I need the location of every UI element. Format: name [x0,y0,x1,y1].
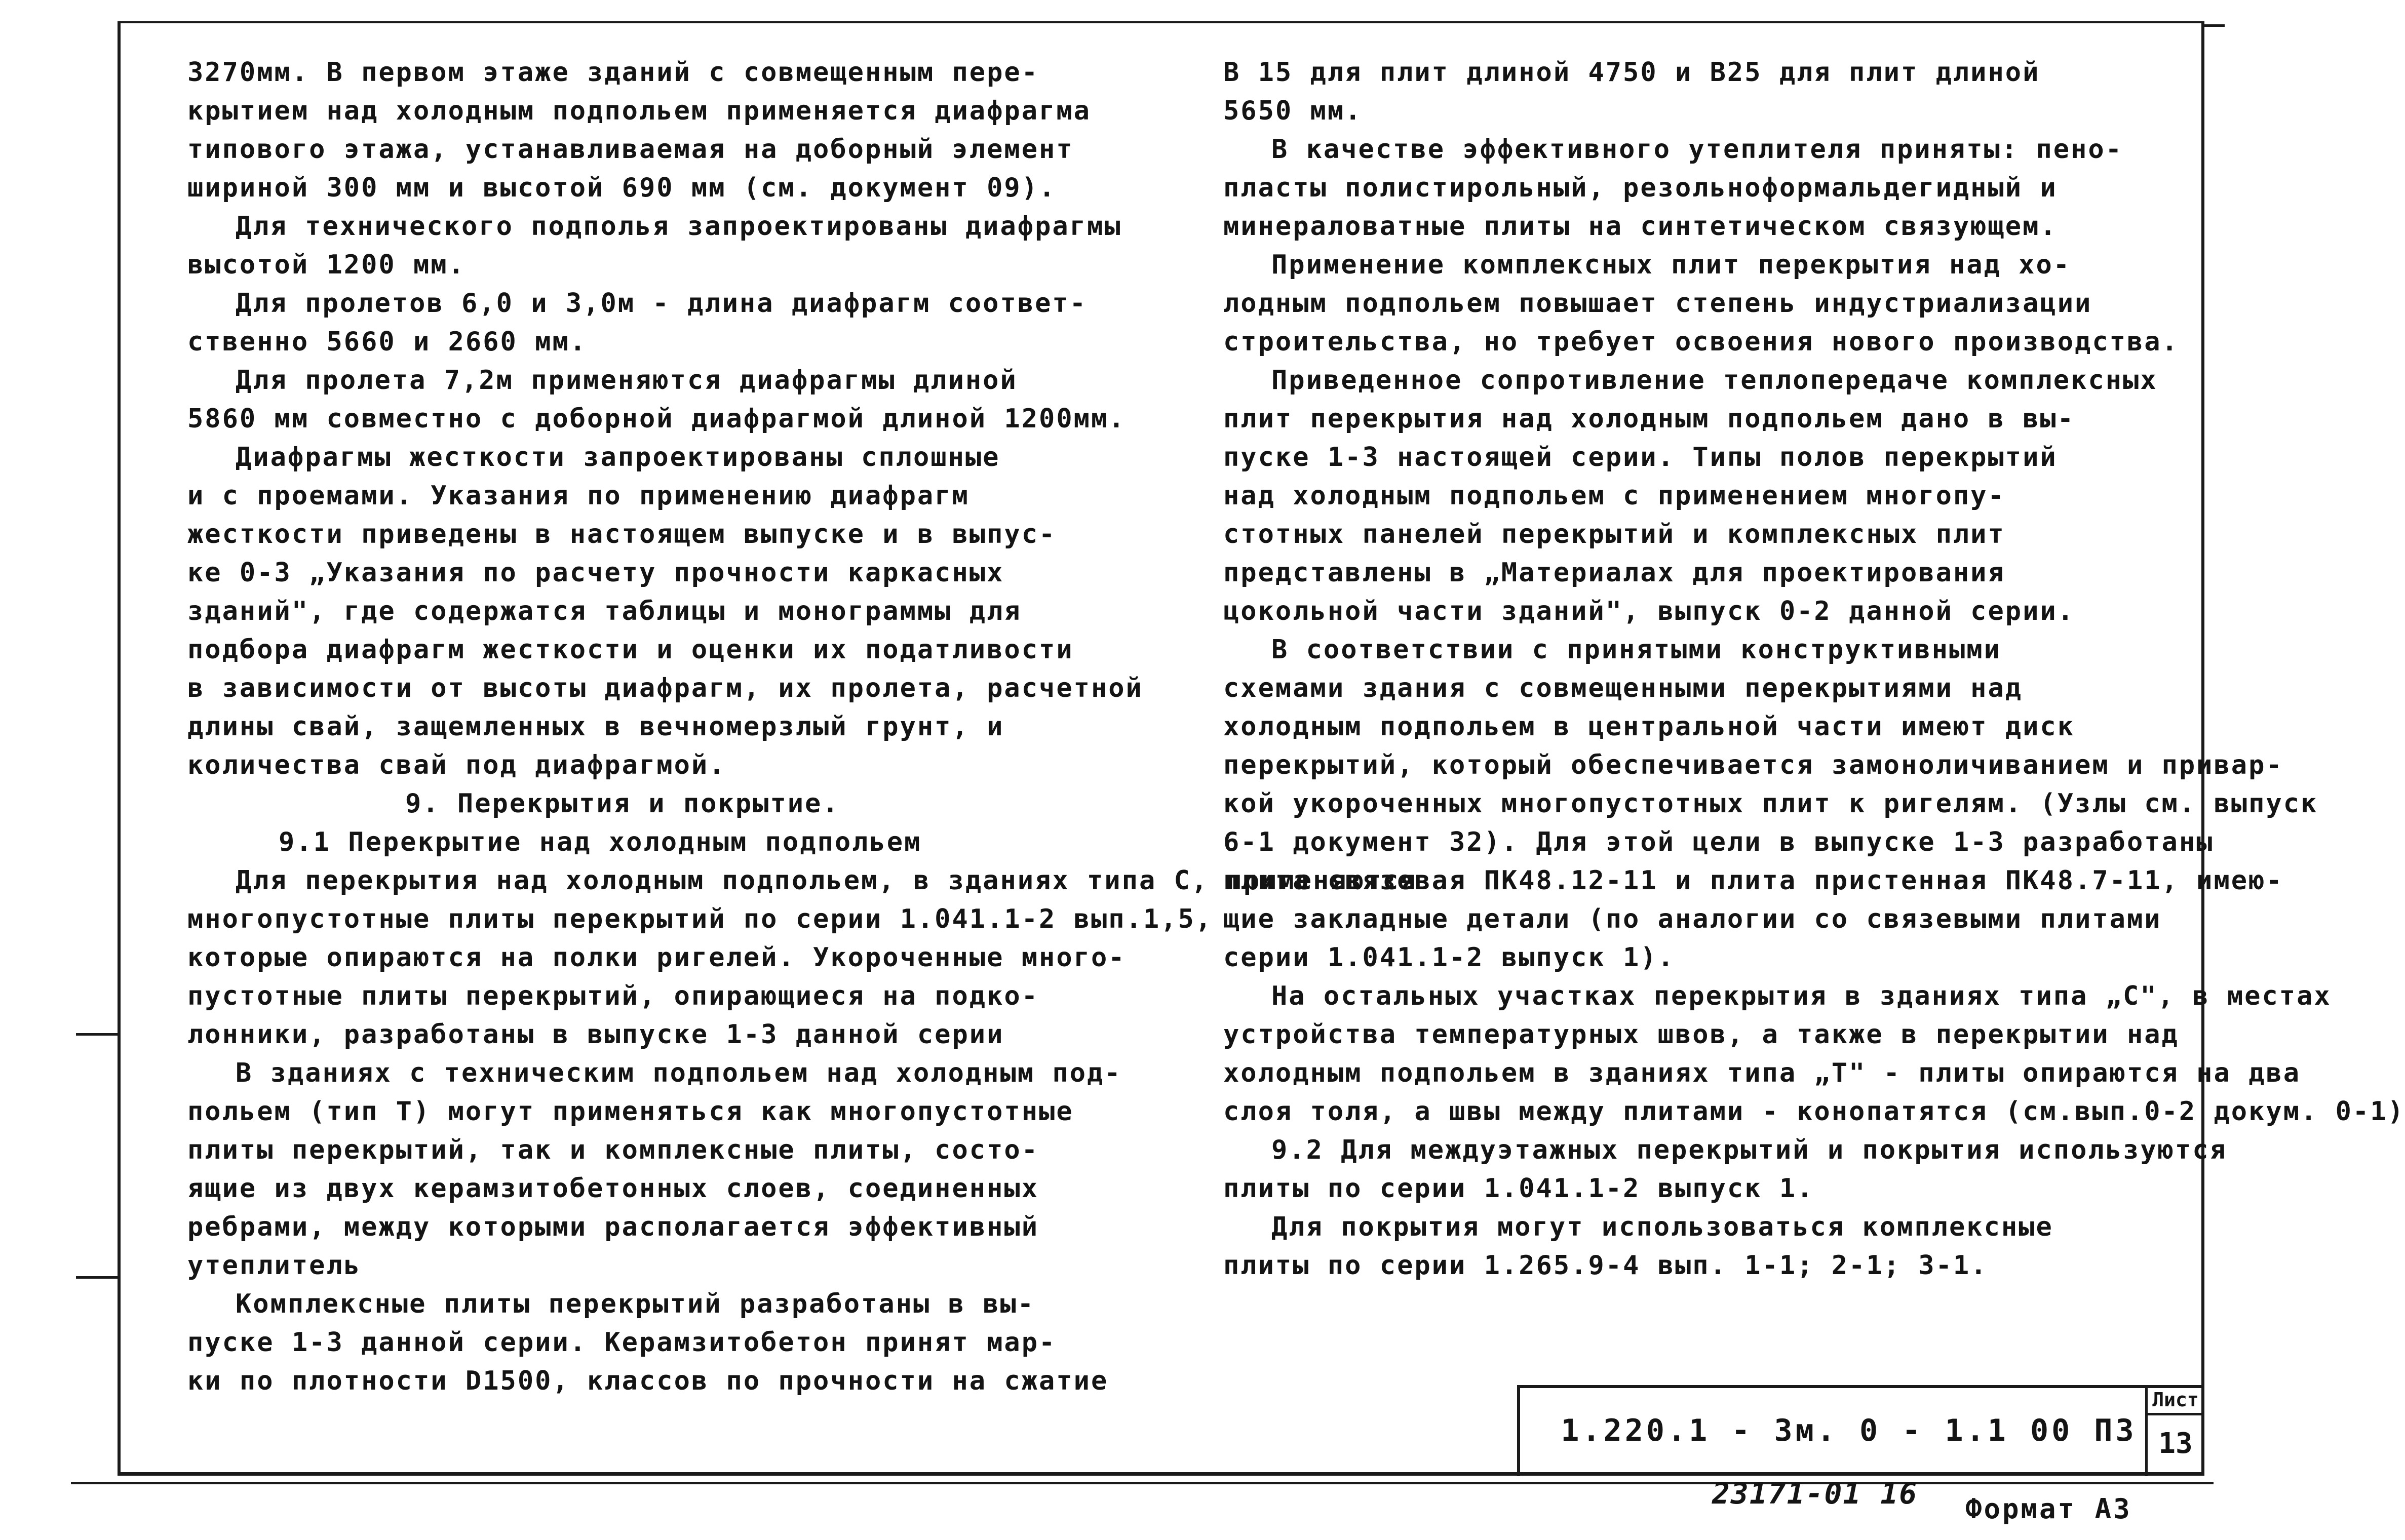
text-line: холодным подпольем в центральной части имеют диск [1223,712,2075,742]
text-line: кой укороченных многопустотных плит к ригелям. (Узлы см. выпуск [1223,788,2318,819]
document-designation: 1.220.1 - 3м. 0 - 1.1 00 ПЗ [1561,1413,2137,1448]
text-line: над холодным подпольем с применением многопу- [1223,481,2005,511]
text-line: минераловатные плиты на синтетическом связующем. [1223,211,2058,242]
text-line: плиты по серии 1.265.9-4 вып. 1-1; 2-1; 3-1. [1223,1250,1988,1281]
text-line: плита связевая ПК48.12-11 и плита пристенная ПК48.7-11, имею- [1223,865,2283,896]
text-line: ребрами, между которыми располагается эффективный [187,1212,1039,1242]
text-line: На остальных участках перекрытия в зданиях типа „С", в местах [1271,981,2332,1011]
format-label: Формат А3 [1965,1493,2132,1525]
text-line: утеплитель [187,1250,362,1281]
text-line: плит перекрытия над холодным подпольем дано в вы- [1223,404,2075,434]
text-line: устройства температурных швов, а также в перекрытии над [1223,1019,2179,1050]
text-line: 5650 мм. [1223,96,1363,126]
text-line: длины свай, защемленных в вечномерзлый грунт, и [187,712,1004,742]
text-line: которые опираются на полки ригелей. Укороченные много- [187,942,1126,973]
text-line: 5860 мм совместно с доборной диафрагмой длиной 1200мм. [187,404,1126,434]
text-line: Для пролетов 6,0 и 3,0м - длина диафрагм соответ- [236,288,1088,319]
text-line: Для пролета 7,2м применяются диафрагмы длиной [236,365,1018,396]
inventory-number: 23171-01 16 [1712,1476,1918,1511]
text-line: крытием над холодным подпольем применяется диафрагма [187,96,1091,126]
text-line: схемами здания с совмещенными перекрытиями над [1223,673,2023,703]
text-line: пустотные плиты перекрытий, опирающиеся на подко- [187,981,1039,1011]
text-line: серии 1.041.1-2 выпуск 1). [1223,942,1675,973]
text-line: плиты по серии 1.041.1-2 выпуск 1. [1223,1173,1814,1204]
text-line: типового этажа, устанавливаемая на доборный элемент [187,134,1074,165]
text-line: холодным подпольем в зданиях типа „Т" - плиты опираются на два [1223,1058,2301,1088]
text-line: пуске 1-3 настоящей серии. Типы полов перекрытий [1223,442,2058,472]
text-line: Для перекрытия над холодным подпольем, в зданиях типа С, применяются [236,865,1417,896]
text-line: слоя толя, а швы между плитами - конопатятся (см.вып.0-2 докум. 0-1) [1223,1096,2405,1127]
text-line: подбора диафрагм жесткости и оценки их податливости [187,635,1074,665]
text-line: цокольной части зданий", выпуск 0-2 данной серии. [1223,596,2075,626]
text-line: Приведенное сопротивление теплопередаче комплексных [1271,365,2158,396]
sheet-cell-divider [2145,1413,2204,1415]
text-line: ки по плотности D1500, классов по прочности на сжатие [187,1366,1109,1396]
text-line: стотных панелей перекрытий и комплексных плит [1223,519,2005,549]
text-line: жесткости приведены в настоящем выпуске и в выпус- [187,519,1057,549]
text-line: польем (тип Т) могут применяться как многопустотные [187,1096,1074,1127]
text-line: плиты перекрытий, так и комплексные плиты, состо- [187,1135,1039,1165]
margin-tick [76,1276,119,1279]
text-line: В 15 для плит длиной 4750 и В25 для плит длиной [1223,57,2040,88]
text-line: и с проемами. Указания по применению диафрагм [187,481,969,511]
subsection-heading: 9.1 Перекрытие над холодным подпольем [279,827,922,857]
text-line: пласты полистирольный, резольноформальдегидный и [1223,173,2058,203]
text-line: ке 0-3 „Указания по расчету прочности каркасных [187,558,1004,588]
text-line: 9.2 Для междуэтажных перекрытий и покрытия используются [1271,1135,2227,1165]
text-line: пуске 1-3 данной серии. Керамзитобетон принят мар- [187,1327,1057,1358]
text-line: Применение комплексных плит перекрытия над хо- [1271,250,2071,280]
text-line: представлены в „Материалах для проектирования [1223,558,2005,588]
sheet-label: Лист [2152,1389,2199,1411]
text-line: ящие из двух керамзитобетонных слоев, соединенных [187,1173,1039,1204]
text-line: В соответствии с принятыми конструктивными [1271,635,2001,665]
section-heading: 9. Перекрытия и покрытие. [405,788,840,819]
sheet-number: 13 [2158,1427,2193,1460]
margin-tick [76,1033,119,1036]
text-line: перекрытий, который обеспечивается замоноличиванием и привар- [1223,750,2283,780]
text-line: 3270мм. В первом этаже зданий с совмещенным пере- [187,57,1039,88]
text-line: зданий", где содержатся таблицы и монограммы для [187,596,1022,626]
text-line: 6-1 документ 32). Для этой цели в выпуске 1-3 разработаны [1223,827,2214,857]
text-line: В зданиях с техническим подпольем над холодным под- [236,1058,1122,1088]
text-line: Для технического подполья запроектированы диафрагмы [236,211,1122,242]
text-line: количества свай под диафрагмой. [187,750,726,780]
text-line: строительства, но требует освоения нового производства. [1223,327,2179,357]
text-line: лодным подпольем повышает степень индустриализации [1223,288,2092,319]
text-line: ственно 5660 и 2660 мм. [187,327,588,357]
text-line: лонники, разработаны в выпуске 1-3 данной серии [187,1019,1004,1050]
margin-tick [2204,24,2225,27]
text-line: Для покрытия могут использоваться комплексные [1271,1212,2053,1242]
right-text-column [1223,53,2405,1285]
text-line: в зависимости от высоты диафрагм, их пролета, расчетной [187,673,1143,703]
text-line: Диафрагмы жесткости запроектированы сплошные [236,442,1000,472]
text-line: щие закладные детали (по аналогии со связевыми плитами [1223,904,2162,934]
text-line: многопустотные плиты перекрытий по серии 1.041.1-2 вып.1,5, [187,904,1213,934]
text-line: Комплексные плиты перекрытий разработаны в вы- [236,1289,1035,1319]
text-line: В качестве эффективного утеплителя приняты: пено- [1271,134,2123,165]
text-line: шириной 300 мм и высотой 690 мм (см. документ 09). [187,173,1057,203]
text-line: высотой 1200 мм. [187,250,466,280]
